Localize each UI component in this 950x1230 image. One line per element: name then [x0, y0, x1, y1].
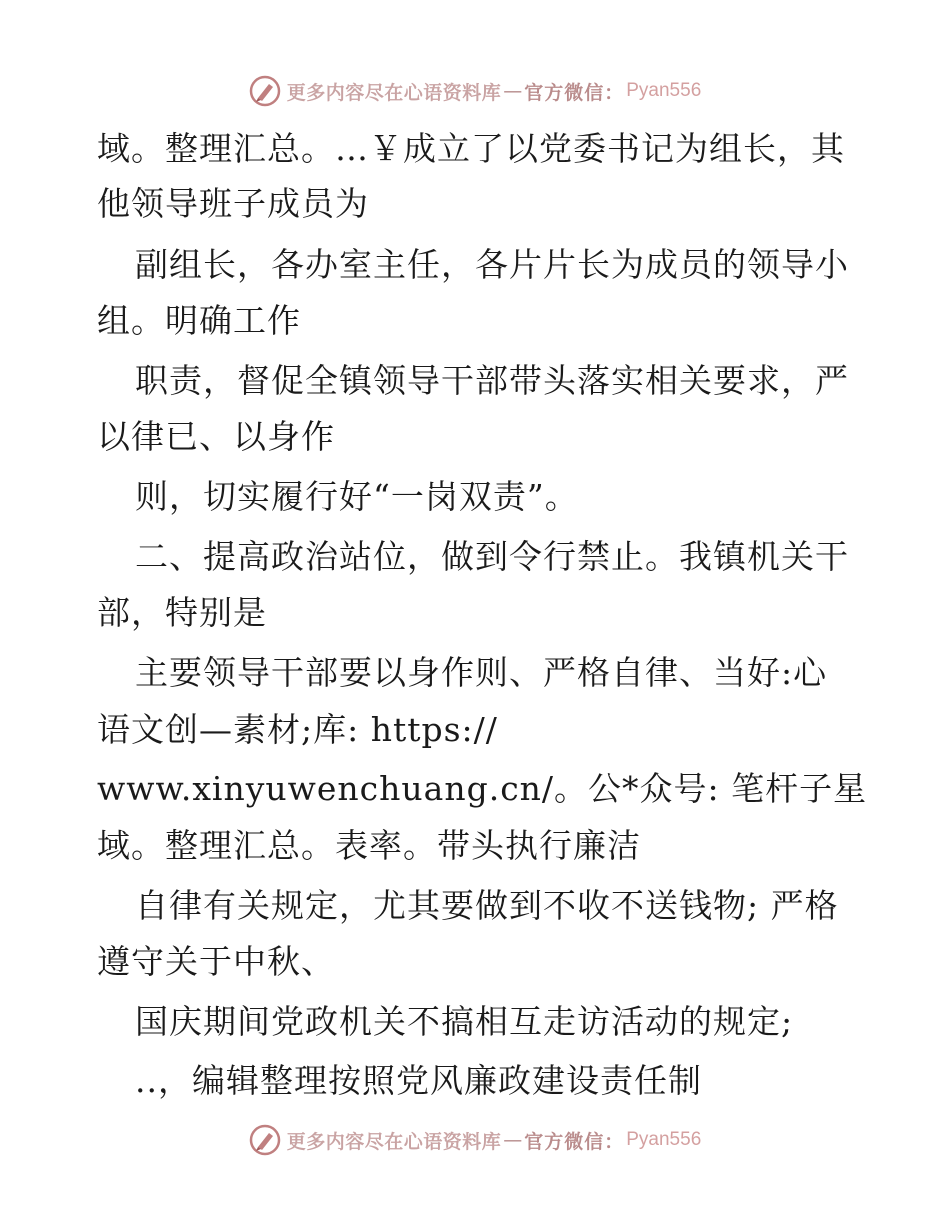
banner-dash: — [503, 80, 523, 102]
text-line: 则，切实履行好“一岗双责”。 [135, 477, 579, 516]
text-line: 主要领导干部要以身作则、严格自律、当好:心 [135, 653, 828, 692]
text-line: ..，编辑整理按照党风廉政建设责任制 [135, 1061, 702, 1100]
banner-main-text: 更多内容尽在心语资料库 [286, 81, 502, 104]
text-line: 域。整理汇总。…￥成立了以党委书记为组长，其 [97, 129, 845, 168]
text-line: 职责，督促全镇领导干部带头落实相关要求，严 [135, 361, 849, 400]
text-line: 以律已、以身作 [97, 417, 335, 456]
banner-wechat-label: 官方微信： [524, 81, 625, 104]
text-line: 他领导班子成员为 [97, 184, 369, 223]
text-line: 副组长，各办室主任，各片片长为成员的领导小 [135, 245, 849, 284]
footer-watermark [0, 1120, 950, 1160]
banner-wechat-label: 官方微信： [524, 1130, 625, 1153]
banner-dash: — [503, 1129, 523, 1151]
text-line: 部，特别是 [97, 593, 267, 632]
header-watermark [0, 71, 950, 111]
banner-main-text: 更多内容尽在心语资料库 [286, 1130, 502, 1153]
text-line: 遵守关于中秋、 [97, 942, 335, 981]
text-line: www.xinyuwenchuang.cn/。公*众号: 笔杆子星 [97, 769, 868, 808]
pen-logo-icon [249, 75, 281, 107]
text-line: 语文创—素材;库: https:// [97, 710, 498, 749]
text-line: 国庆期间党政机关不搞相互走访活动的规定; [135, 1002, 794, 1041]
text-line: 组。明确工作 [97, 301, 301, 340]
banner-wechat-id: Pyan556 [626, 80, 702, 101]
text-line: 二、提高政治站位，做到令行禁止。我镇机关干 [135, 537, 849, 576]
banner-wechat-id: Pyan556 [626, 1129, 702, 1150]
text-line: 自律有关规定，尤其要做到不收不送钱物; 严格 [135, 886, 839, 925]
pen-logo-icon [249, 1124, 281, 1156]
text-line: 域。整理汇总。表率。带头执行廉洁 [97, 826, 641, 865]
